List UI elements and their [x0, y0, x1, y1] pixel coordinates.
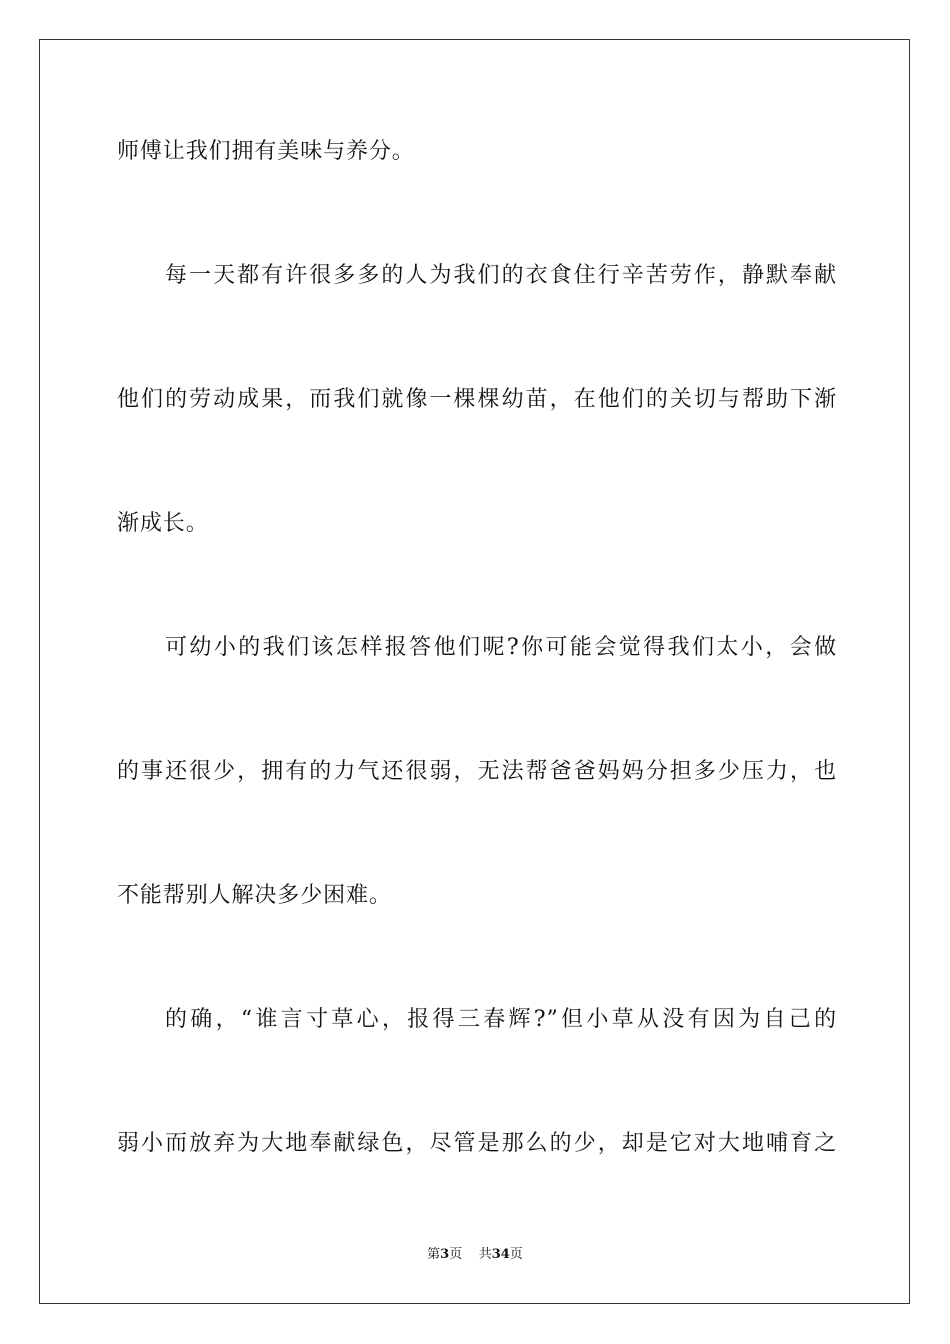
footer-total-suffix: 页 — [509, 1247, 523, 1262]
footer-page-prefix: 第 — [427, 1247, 441, 1262]
page-frame — [39, 39, 910, 1304]
footer-page-number: 3 — [440, 1247, 450, 1262]
text-line-1: 师傅让我们拥有美味与养分。 — [117, 139, 415, 164]
text-line-2: 每一天都有许很多多的人为我们的衣食住行辛苦劳作，静默奉献 — [165, 263, 837, 288]
text-line-8: 的确，“谁言寸草心，报得三春辉?”但小草从没有因为自己的 — [165, 1007, 837, 1032]
page-footer — [0, 1246, 950, 1264]
footer-page-suffix: 页 — [449, 1247, 463, 1262]
footer-total-pages: 34 — [491, 1247, 510, 1262]
text-line-4: 渐成长。 — [117, 511, 209, 536]
text-line-6: 的事还很少，拥有的力气还很弱，无法帮爸爸妈妈分担多少压力，也 — [117, 759, 837, 784]
text-line-7: 不能帮别人解决多少困难。 — [117, 883, 392, 908]
footer-total-prefix: 共 — [478, 1247, 492, 1262]
text-line-9: 弱小而放弃为大地奉献绿色，尽管是那么的少，却是它对大地哺育之 — [117, 1131, 837, 1156]
text-line-3: 他们的劳动成果，而我们就像一棵棵幼苗，在他们的关切与帮助下渐 — [117, 387, 837, 412]
text-line-5: 可幼小的我们该怎样报答他们呢?你可能会觉得我们太小，会做 — [165, 635, 837, 660]
